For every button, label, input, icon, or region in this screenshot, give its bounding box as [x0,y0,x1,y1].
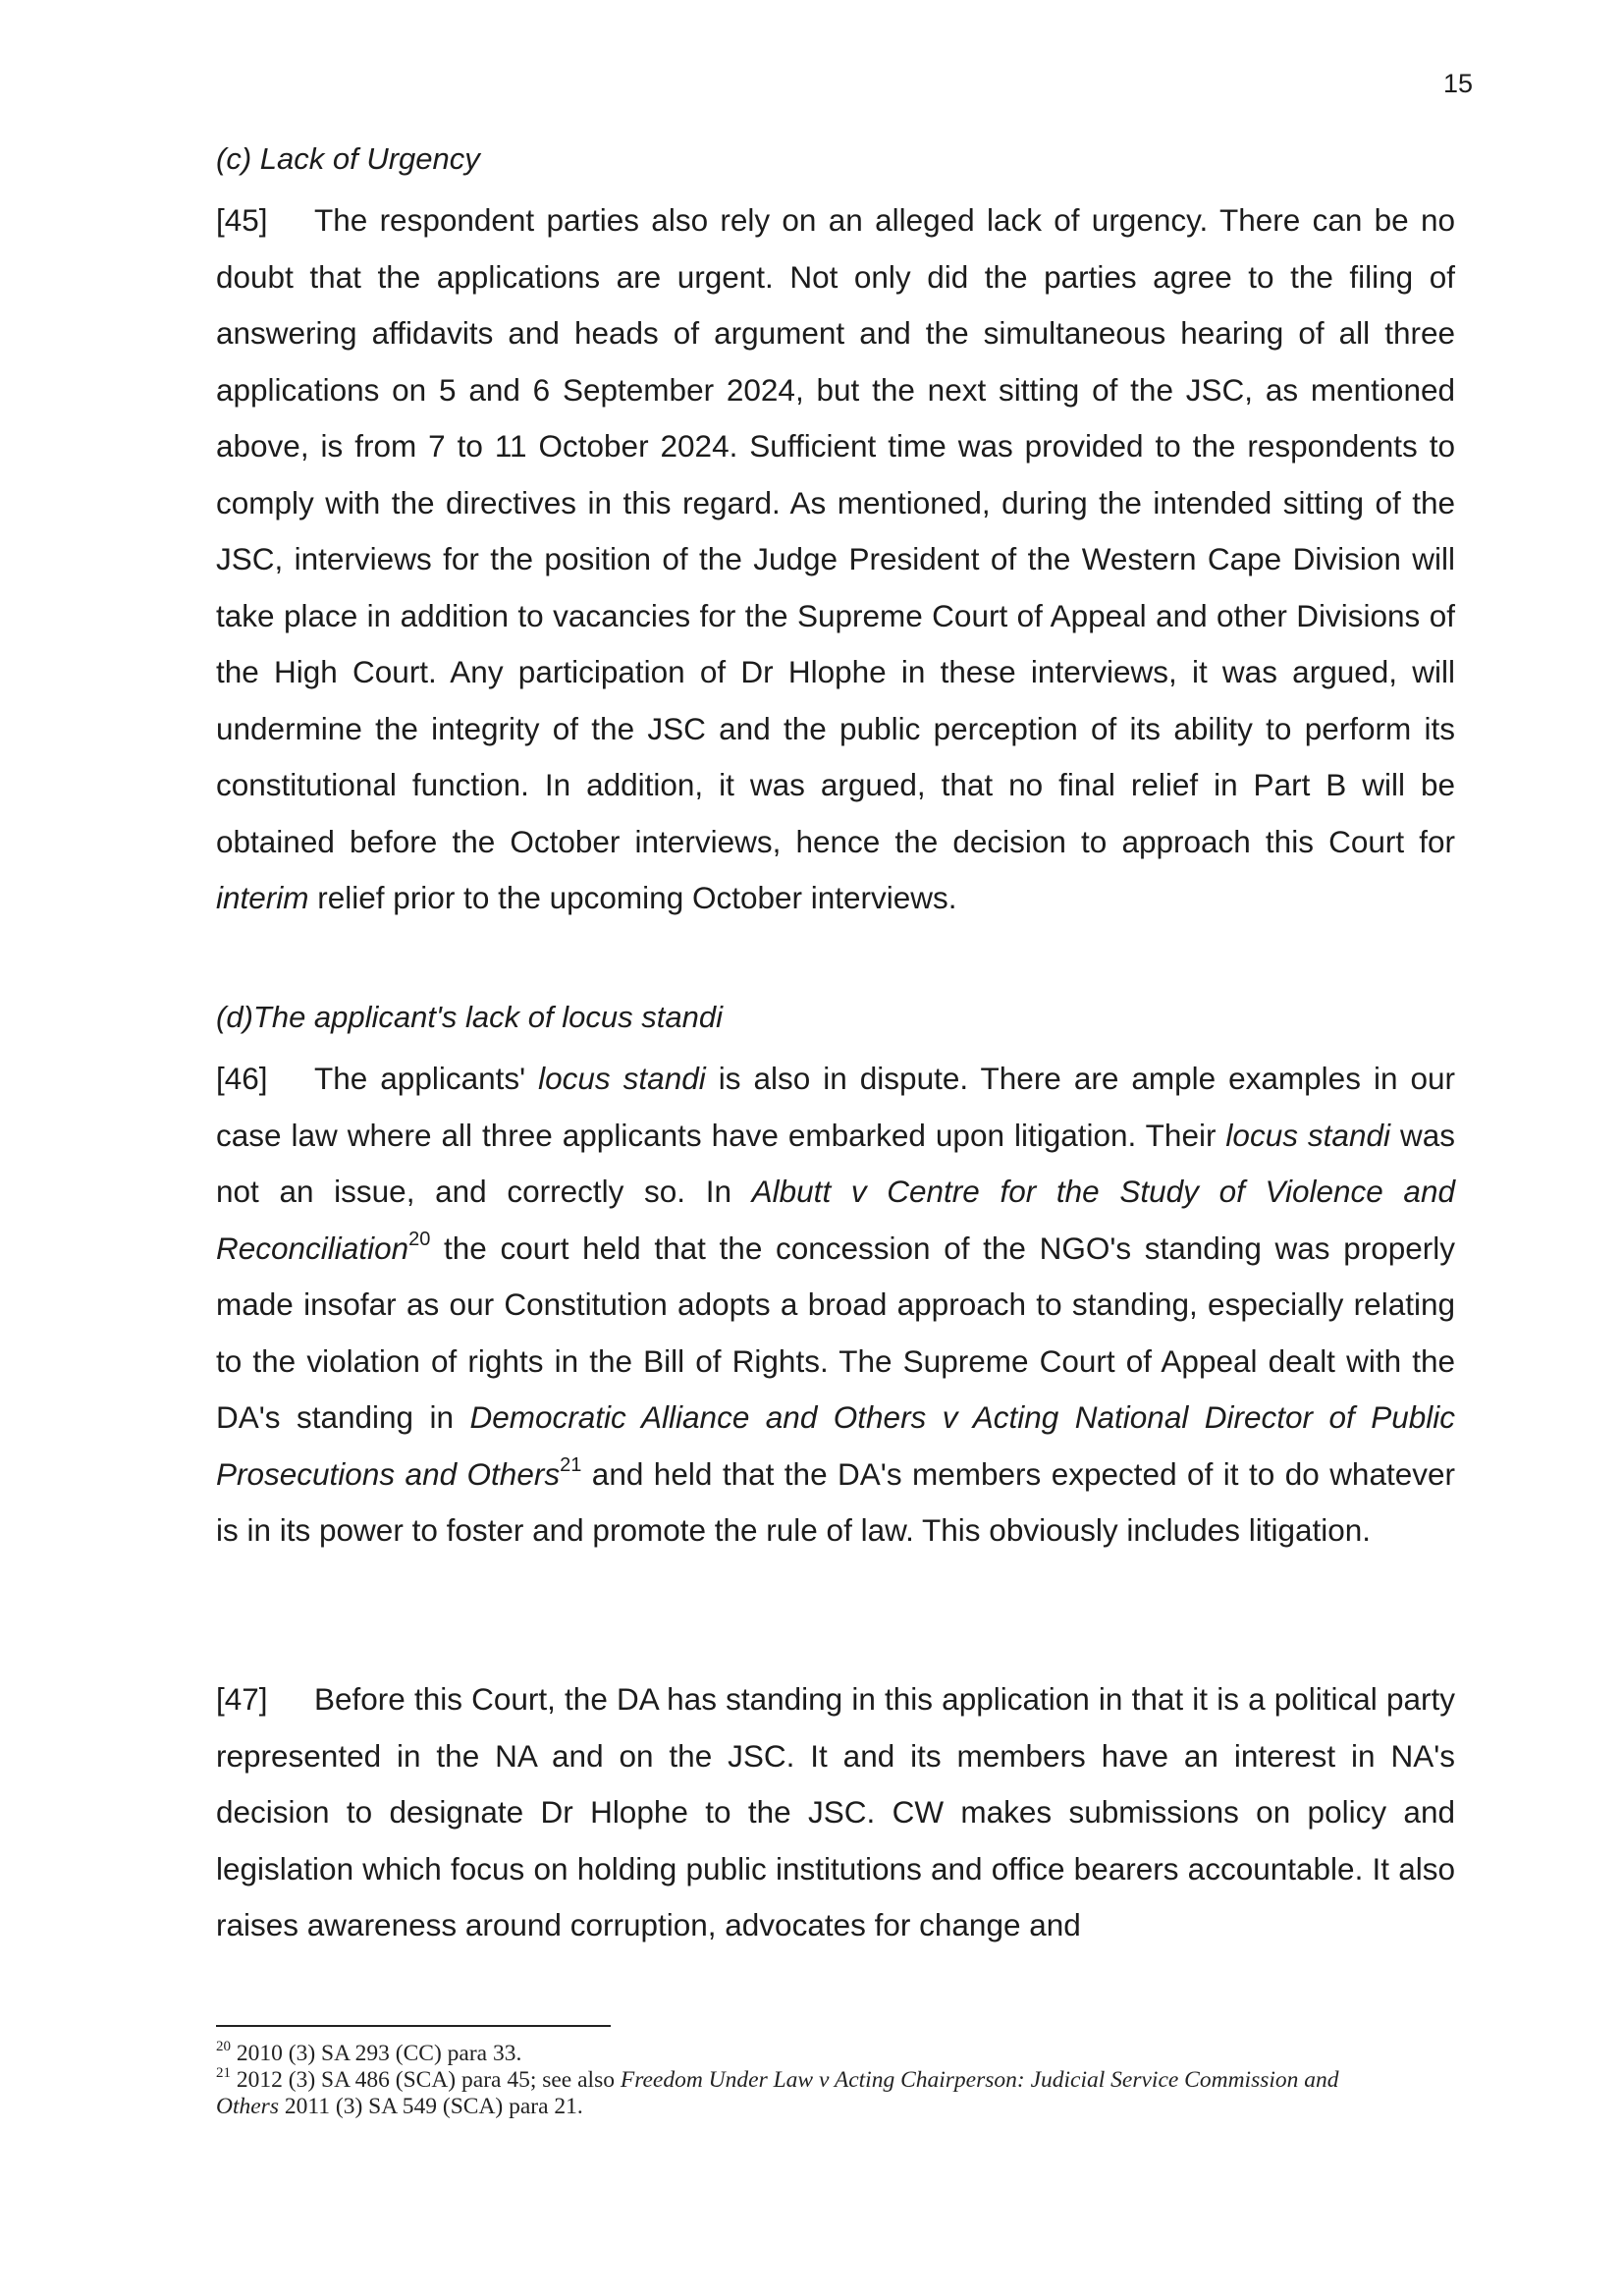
footnote-ref-21[interactable]: 21 [560,1454,582,1476]
section-heading-lack-of-urgency: (c) Lack of Urgency [216,141,480,176]
text-run: The applicants' [314,1061,539,1096]
case-citation: Democratic Alliance and Others v Acting National Director of Public Prosecutions and Others [216,1399,1456,1492]
footnote-number: 21 [216,2065,231,2082]
footnote-ref-20[interactable]: 20 [408,1229,431,1250]
paragraph-46 [216,1051,1455,1559]
paragraph-number: [45] [216,202,268,238]
footnote-number: 20 [216,2039,231,2055]
footnote-text: 2010 (3) SA 293 (CC) para 33. [231,2041,522,2066]
footnote-separator [216,2025,611,2027]
text-run: and held that the DA's members expected of it to do whatever is in its power to foster and promote the rule of law. This obviously includes litigation. [216,1455,1456,1548]
footnote-20 [216,2041,1394,2067]
paragraph-45 [216,192,1455,927]
text-run: was not an issue, and correctly so. In [216,1117,1455,1209]
text-run: is also in dispute. There are ample examples in our case law where all three applicants have embarked upon litigation. Their [216,1061,1455,1153]
case-citation: Freedom Under Law v Acting Chairperson: Judicial Service Commission and Others [216,2067,1339,2119]
text-run: the court held that the concession of the NGO's standing was properly made insofar as our Constitution adopts a broad approach to standing, especially relating to the violation of rights in the Bill of Rights. The Supreme Court of Appeal dealt with the DA's standing in [216,1230,1455,1435]
case-citation: Albutt v Centre for the Study of Violence and Reconciliation [216,1174,1455,1266]
italic-term: locus standi [538,1061,706,1096]
paragraph-number: [47] [216,1681,268,1717]
footnote-21 [216,2067,1394,2120]
paragraph-text: Before this Court, the DA has standing in this application in that it is a political party represented in the NA and on the JSC. It and its members have an interest in NA's decision to designate Dr Hlophe to the JSC. CW makes submissions on policy and legislation which focus on holding public institutions and office bearers accountable. It also raises awareness around corruption, advocates for change and [216,1681,1455,1942]
paragraph-text: The respondent parties also rely on an alleged lack of urgency. There can be no doubt that the applications are urgent. Not only did the parties agree to the filing of answering affidavits and heads of argument and the simultaneous hearing of all three applications on 5 and 6 September 2024, but the next sitting of the JSC, as mentioned above, is from 7 to 11 October 2024. Sufficient time was provided to the respondents to comply with the directives in this regard. As mentioned, during the intended sitting of the JSC, interviews for the position of the Judge President of the Western Cape Division will take place in addition to vacancies for the Supreme Court of Appeal and other Divisions of the High Court. Any participation of Dr Hlophe in these interviews, it was argued, will undermine the integrity of the JSC and the public perception of its ability to perform its constitutional function. In addition, it was argued, that no final relief in Part B will be obtained before the October interviews, hence the decision to approach this Court for [216,202,1455,859]
paragraph-number: [46] [216,1061,268,1096]
footnotes [216,2041,1394,2120]
italic-term: interim [216,880,309,915]
italic-term: locus standi [1225,1117,1390,1153]
section-heading-locus-standi: (d)The applicant's lack of locus standi [216,1000,723,1034]
footnote-text: 2012 (3) SA 486 (SCA) para 45; see also [231,2067,621,2093]
page-number: 15 [1442,69,1473,98]
paragraph-47 [216,1671,1455,1954]
footnote-text: 2011 (3) SA 549 (SCA) para 21. [278,2094,583,2119]
paragraph-text-end: relief prior to the upcoming October interviews. [308,880,957,915]
